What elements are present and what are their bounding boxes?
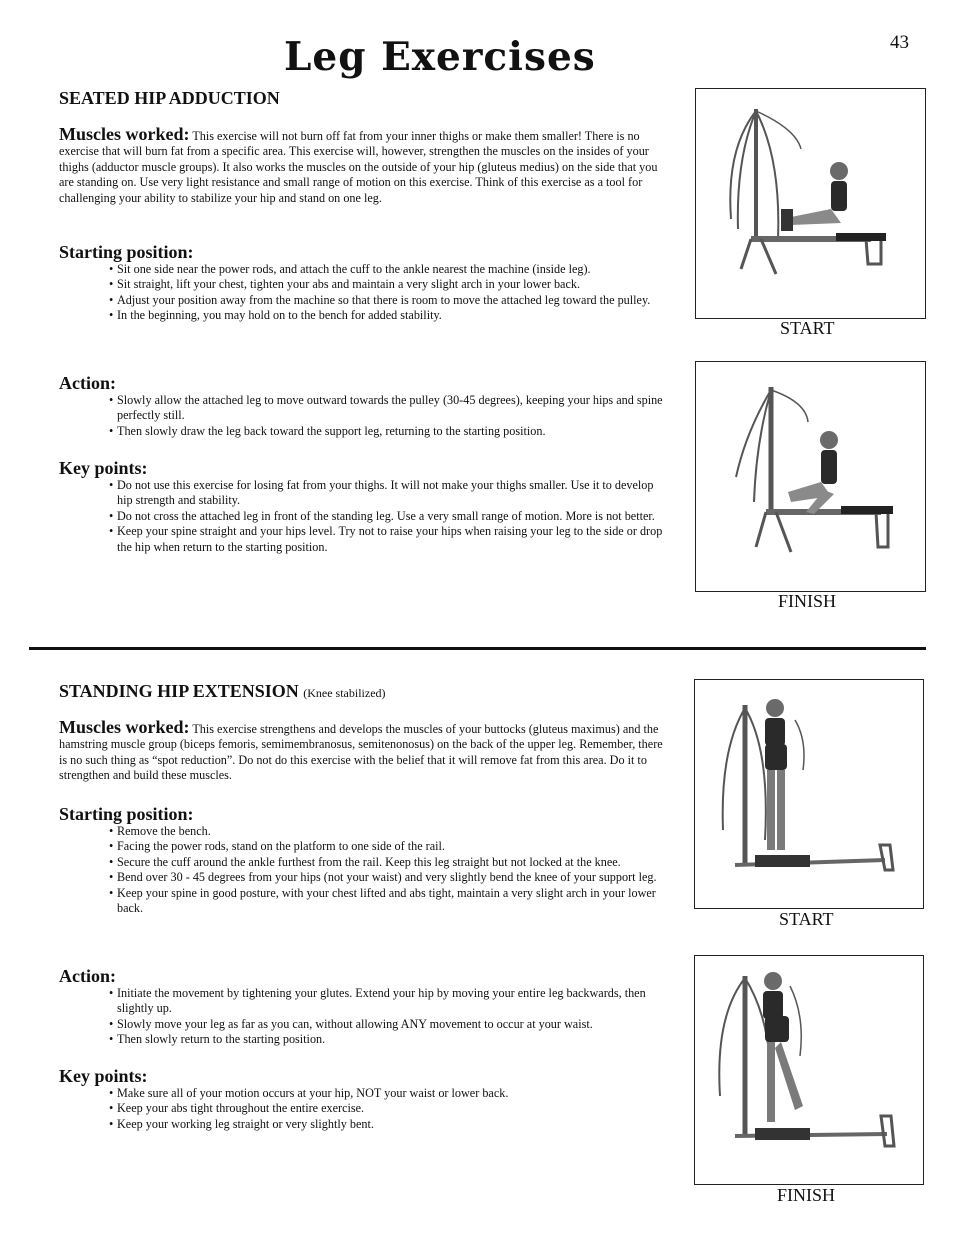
muscles-worked-paragraph <box>59 124 665 206</box>
list-item: • Facing the power rods, stand on the platform to one side of the rail. <box>106 839 665 854</box>
list-item: • Sit straight, lift your chest, tighten your abs and maintain a very slight arch in your lower back. <box>106 277 665 292</box>
photo-caption-finish: FINISH <box>777 1185 836 1205</box>
muscles-worked-paragraph <box>59 717 665 784</box>
list-item: • Keep your spine straight and your hips level. Try not to raise your hips when raising your leg to the side or drop the hip when return to the starting position. <box>106 524 665 555</box>
starting-position-heading: Starting position: <box>59 242 194 262</box>
photo-caption-finish: FINISH <box>778 591 837 611</box>
list-item: • Keep your abs tight throughout the entire exercise. <box>106 1101 665 1116</box>
page-number: 43 <box>890 32 909 53</box>
list-item: • Keep your working leg straight or very slightly bent. <box>106 1117 665 1132</box>
list-item: • Sit one side near the power rods, and attach the cuff to the ankle nearest the machine (inside leg). <box>106 262 665 277</box>
muscles-worked-label: Muscles worked: <box>59 124 190 144</box>
exercise-photo-finish <box>695 361 926 592</box>
standing-machine-illustration <box>695 680 923 908</box>
seated-machine-illustration <box>696 362 925 591</box>
section-title-text: STANDING HIP EXTENSION <box>59 681 299 701</box>
exercise-photo-finish <box>694 955 924 1185</box>
list-item: • Then slowly return to the starting position. <box>106 1032 665 1047</box>
key-points-list <box>106 1086 665 1132</box>
seated-machine-illustration <box>696 89 925 318</box>
section-title-standing-hip-extension <box>59 681 386 702</box>
list-item: • Do not cross the attached leg in front of the standing leg. Use a very small range of motion. More is not better. <box>106 509 665 524</box>
list-item: • Keep your spine in good posture, with your chest lifted and abs tight, maintain a very slight arch in your lower back. <box>106 886 665 917</box>
key-points-list <box>106 478 665 555</box>
key-points-heading: Key points: <box>59 458 148 478</box>
page-title: Leg Exercises <box>284 34 596 80</box>
action-list <box>106 986 665 1048</box>
exercise-photo-start <box>695 88 926 319</box>
section-title-text: SEATED HIP ADDUCTION <box>59 88 280 108</box>
key-points-heading: Key points: <box>59 1066 148 1086</box>
list-item: • Make sure all of your motion occurs at your hip, NOT your waist or lower back. <box>106 1086 665 1101</box>
standing-machine-illustration <box>695 956 923 1184</box>
list-item: • Then slowly draw the leg back toward the support leg, returning to the starting position. <box>106 424 665 439</box>
action-heading: Action: <box>59 373 116 393</box>
muscles-worked-text: This exercise will not burn off fat from your inner thighs or make them smaller! There is no exercise that will burn fat from a specific area. This exercise will, however, strengthen the muscles on the insides of your thighs (adductor muscle groups). It also works the muscles on the outside of your hip (gluteus medius) on the side that you are standing on. Use very light resistance and small range of motion on this exercise. Think of this exercise as a tool for challenging your ability to stabilize your hip and stand on one leg. <box>59 129 658 205</box>
section-title-seated-hip-adduction <box>59 88 280 109</box>
action-list <box>106 393 665 439</box>
exercise-photo-start <box>694 679 924 909</box>
list-item: • Secure the cuff around the ankle furthest from the rail. Keep this leg straight but not locked at the knee. <box>106 855 665 870</box>
list-item: • In the beginning, you may hold on to the bench for added stability. <box>106 308 665 323</box>
section-subtitle: (Knee stabilized) <box>303 686 386 700</box>
action-heading: Action: <box>59 966 116 986</box>
list-item: • Do not use this exercise for losing fat from your thighs. It will not make your thighs smaller. Use it to develop hip strength and stability. <box>106 478 665 509</box>
list-item: • Remove the bench. <box>106 824 665 839</box>
muscles-worked-text: This exercise strengthens and develops the muscles of your buttocks (gluteus maximus) and the hamstring muscle group (biceps femoris, semimembranosus, semitenonosus) on the back of the upper leg. Remember, there is no such thing as “spot reduction”. Do not do this exercise with the belief that it will remove fat from this area. Do it to strengthen and build these muscles. <box>59 722 663 783</box>
starting-position-list <box>106 262 665 324</box>
muscles-worked-label: Muscles worked: <box>59 717 190 737</box>
list-item: • Initiate the movement by tightening your glutes. Extend your hip by moving your entire leg backwards, then slightly up. <box>106 986 665 1017</box>
list-item: • Adjust your position away from the machine so that there is room to move the attached leg toward the pulley. <box>106 293 665 308</box>
list-item: • Slowly move your leg as far as you can, without allowing ANY movement to occur at your waist. <box>106 1017 665 1032</box>
list-item: • Bend over 30 - 45 degrees from your hips (not your waist) and very slightly bend the knee of your support leg. <box>106 870 665 885</box>
starting-position-heading: Starting position: <box>59 804 194 824</box>
list-item: • Slowly allow the attached leg to move outward towards the pulley (30-45 degrees), keeping your hips and spine perfectly still. <box>106 393 665 424</box>
photo-caption-start: START <box>780 318 835 338</box>
starting-position-list <box>106 824 665 916</box>
photo-caption-start: START <box>779 909 834 929</box>
section-divider <box>29 647 926 650</box>
